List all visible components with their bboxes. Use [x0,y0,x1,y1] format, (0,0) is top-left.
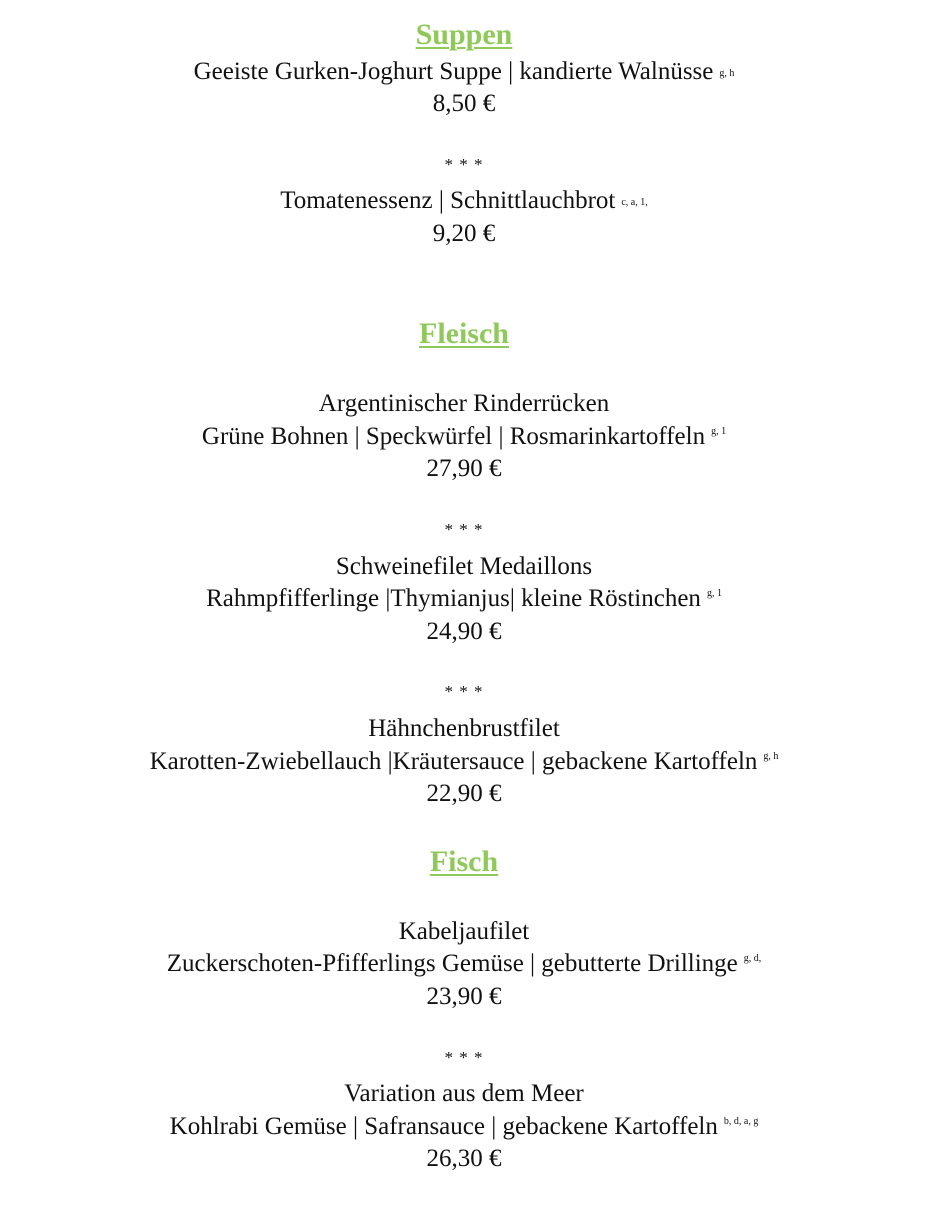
dish-description: Geeiste Gurken-Joghurt Suppe | kandierte Walnüsse [193,58,714,85]
section-title-fisch: Fisch [429,845,499,878]
separator: * * * [444,1048,484,1067]
section-title-fleisch: Fleisch [419,317,509,350]
dish-description: Karotten-Zwiebellauch |Kräutersauce | gebackene Kartoffeln [149,748,758,775]
dish-name: Hähnchenbrustfilet [368,715,560,742]
dish-line [0,584,928,614]
dish-name: Argentinischer Rinderrücken [318,390,610,417]
allergen-codes: g, d, [743,953,762,964]
dish-price: 22,90 € [426,780,502,807]
dish-description: Zuckerschoten-Pfifferlings Gemüse | gebutterte Drillinge [166,950,738,977]
allergen-codes: g, 1 [711,426,727,437]
separator: * * * [444,682,484,701]
dish-name: Kabeljaufilet [398,918,530,945]
allergen-codes: g, h [719,68,735,79]
section-title-suppen: Suppen [415,18,513,51]
separator: * * * [444,520,484,539]
dish-price: 23,90 € [426,983,502,1010]
dish-price: 9,20 € [432,220,496,247]
dish-line [0,949,928,979]
dish-description: Grüne Bohnen | Speckwürfel | Rosmarinkartoffeln [201,423,706,450]
dish-price: 26,30 € [426,1145,502,1172]
allergen-codes: g, h [763,751,779,762]
dish-line [0,57,928,87]
allergen-codes: b, d, a, g [723,1116,759,1127]
separator: * * * [444,155,484,174]
dish-line [0,1112,928,1142]
dish-description: Tomatenessenz | Schnittlauchbrot [280,187,616,214]
dish-price: 24,90 € [426,618,502,645]
dish-line [0,422,928,452]
allergen-codes: g, 1 [706,588,722,599]
dish-description: Rahmpfifferlinge |Thymianjus| kleine Röstinchen [206,585,701,612]
dish-name: Variation aus dem Meer [344,1080,584,1107]
dish-line [0,186,928,216]
dish-price: 27,90 € [426,455,502,482]
dish-line [0,747,928,777]
dish-description: Kohlrabi Gemüse | Safransauce | gebackene Kartoffeln [169,1113,718,1140]
allergen-codes: c, a, 1, [621,197,648,208]
dish-name: Schweinefilet Medaillons [335,553,593,580]
dish-price: 8,50 € [432,90,496,117]
